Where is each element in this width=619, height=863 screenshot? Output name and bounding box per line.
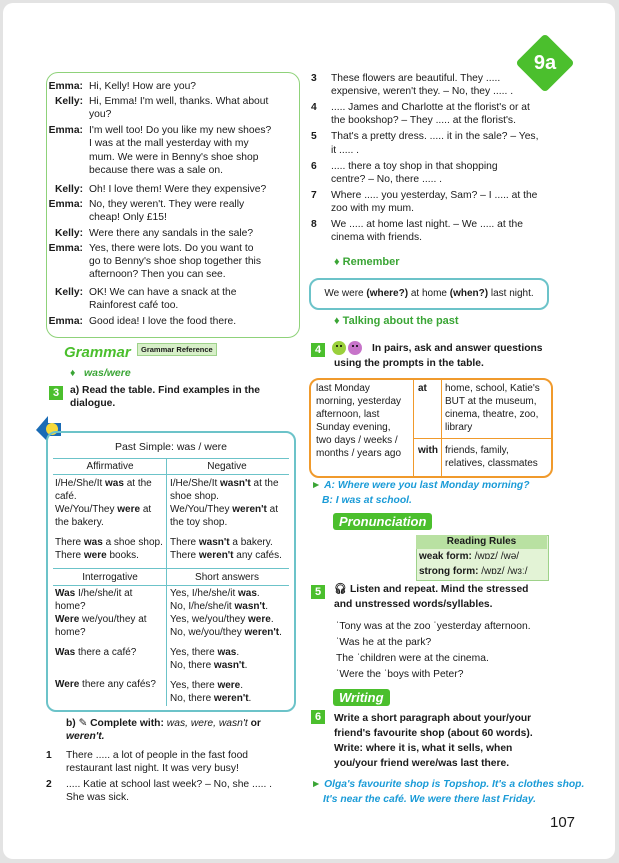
table-line — [170, 626, 290, 639]
table-text: . — [270, 614, 274, 625]
writing-heading: Writing — [333, 689, 390, 706]
table-text: Were — [55, 679, 80, 690]
question-text: restaurant last night. It was very busy! — [66, 763, 239, 775]
dialogue-text-line: afternoon? Then you can see. — [89, 269, 226, 281]
prompt-text: library — [445, 422, 473, 433]
prompt-text: ˈTony was at the zoo ˈyesterday afternoon. — [336, 621, 531, 632]
dialogue-text — [89, 286, 293, 313]
question-text: expensive, weren't they. – No, they ..... . — [331, 86, 514, 98]
exercise-number-6: 6 — [311, 710, 325, 724]
table-text: a bakery. — [229, 537, 273, 548]
question-number: 2 — [46, 779, 52, 791]
table-line — [170, 477, 290, 490]
ex3-instruction: a) Read the table. Find examples in the dialogue. — [70, 385, 260, 410]
table-text: . — [240, 680, 244, 691]
table-line — [170, 679, 290, 692]
question-number: 6 — [311, 160, 317, 172]
table-text: There — [170, 537, 199, 548]
pronunciation-heading: Pronunciation — [333, 513, 432, 530]
table-line — [170, 646, 290, 659]
negative-header: Negative — [207, 461, 247, 472]
table-line — [170, 536, 290, 549]
ex4-instruction-1: In pairs, ask and answer questions — [372, 343, 543, 354]
prompt-text: cinema, theatre, zoo, — [445, 409, 539, 420]
table-text: were — [117, 504, 141, 515]
question-text: That's a pretty dress. ..... it in the sale? – Yes, — [331, 131, 539, 143]
with-label: with — [418, 445, 438, 456]
speaker-name: Emma: — [48, 81, 83, 92]
interrogative-header: Interrogative — [82, 572, 138, 583]
ex6-instruction — [334, 711, 554, 771]
table-text: home? — [55, 601, 86, 612]
speaker-name: Kelly: — [54, 183, 83, 195]
prompt-text: friends, family, — [445, 445, 509, 456]
prompt-text: afternoon, last — [316, 409, 380, 420]
prompt-text: Write: where it is, what it sells, when — [334, 743, 513, 754]
dialogue-text-line: mum. We were in Benny's shoe shop — [89, 151, 259, 163]
question-text: zoo with my mum. — [331, 203, 414, 215]
table-text: wasn't — [220, 478, 251, 489]
question-number: 3 — [311, 73, 317, 84]
prompt-text: months / years ago — [316, 448, 402, 459]
table-text: We/You/They — [55, 504, 118, 515]
table-text: I/He/She/It — [170, 478, 221, 489]
speaker-name: Emma: — [48, 125, 83, 137]
table-text: was — [217, 647, 237, 658]
headphones-icon: 🎧︎ — [334, 584, 350, 595]
place-prompts — [445, 382, 550, 434]
dialogue-text-line: Yes, there were lots. Do you want to — [89, 242, 254, 254]
table-line — [55, 477, 165, 490]
example-a: ► A: Where were you last Monday morning? — [311, 480, 530, 491]
ex5-sentences — [336, 619, 556, 683]
reading-rules-title: Reading Rules — [416, 535, 547, 549]
pair-faces-icon — [330, 340, 366, 356]
ex3b-instruction: b) ✎ Complete with: was, were, wasn't or weren't. — [66, 718, 261, 743]
table-text: home? — [55, 627, 86, 638]
dialogue-text-line: Hi, Emma! I'm well, thanks. What about — [89, 95, 269, 107]
question-item — [311, 160, 551, 187]
prompt-text: two days / weeks / — [316, 435, 398, 446]
question-item — [311, 72, 551, 99]
dialogue-text-line: Hi, Kelly! How are you? — [89, 81, 197, 92]
at-label: at — [418, 383, 427, 394]
table-line — [55, 549, 165, 562]
table-text: at the — [250, 478, 279, 489]
exercise-number-4: 4 — [311, 343, 325, 357]
weak-form: weak form: /wɒz/ /wə/ — [419, 551, 520, 562]
dialogue-text-line: you? — [89, 108, 112, 120]
table-text: weren't — [213, 693, 249, 704]
table-text: Was — [55, 588, 76, 599]
affirmative-header: Affirmative — [86, 461, 134, 472]
people-prompts — [445, 444, 550, 470]
question-item — [46, 778, 302, 805]
question-text: the bookshop? – They ..... at the florist's. — [331, 115, 516, 127]
table-text: . — [244, 660, 248, 671]
question-text: it ..... . — [331, 144, 360, 156]
dialogue-text — [89, 124, 293, 177]
table-text: No, there — [170, 660, 214, 671]
question-number: 4 — [311, 102, 317, 114]
ex5-instruction-1: 🎧︎ Listen and repeat. Mind the stressed — [334, 584, 529, 595]
right-questions — [311, 72, 551, 247]
interrogative-cell — [55, 587, 165, 691]
table-text: We/You/They — [170, 504, 233, 515]
table-text: No, we/you/they — [170, 627, 245, 638]
question-text: She was sick. — [66, 792, 129, 804]
prompt-text: ˈWere the ˈboys with Peter? — [336, 669, 464, 680]
table-text: There — [170, 550, 199, 561]
table-line — [55, 503, 165, 516]
prompt-text: morning, yesterday — [316, 396, 402, 407]
dialogue-text — [89, 80, 293, 93]
prompt-text: BUT at the museum, — [445, 396, 537, 407]
question-text: There ..... a lot of people in the fast food — [66, 750, 249, 761]
question-text: ..... Katie at school last week? – No, she ..... . — [66, 779, 273, 791]
table-line — [55, 613, 165, 626]
speaker-name: Kelly: — [54, 228, 83, 239]
question-item — [311, 218, 551, 245]
table-text: wasn't — [213, 660, 245, 671]
table-line — [55, 536, 165, 549]
question-item — [311, 101, 551, 128]
table-line — [170, 549, 290, 562]
table-text: at — [140, 504, 152, 515]
page-number: 107 — [550, 814, 576, 831]
table-text: There — [55, 550, 84, 561]
negative-cell — [170, 477, 290, 562]
question-item — [46, 749, 302, 776]
table-text: any cafés. — [233, 550, 282, 561]
dialogue-text-line: cheap! Only £15! — [89, 211, 167, 223]
table-text: . — [256, 588, 260, 599]
exercise-number-3: 3 — [49, 386, 63, 400]
remember-heading: ♦ Remember — [334, 256, 400, 268]
table-line — [55, 646, 165, 659]
table-text: there a café? — [75, 647, 137, 658]
prompt-text: you/your friend were/was last there. — [334, 758, 510, 769]
table-text: There — [55, 537, 84, 548]
grammar-reference-tag: Grammar Reference — [137, 343, 217, 356]
table-text: were — [83, 550, 107, 561]
question-text: centre? – No, there ..... . — [331, 173, 443, 185]
table-text: wasn't — [198, 537, 230, 548]
table-text: café. — [55, 491, 77, 502]
short-answers-cell — [170, 587, 290, 705]
dialogue-text-line: because there was a sale on. — [89, 164, 223, 176]
prompt-text: last Monday — [316, 383, 370, 394]
prompt-text: friend's favourite shop (about 60 words). — [334, 728, 533, 739]
question-text: Where ..... you yesterday, Sam? – I ..... at the — [331, 189, 538, 201]
table-text: . — [236, 647, 240, 658]
table-title: Past Simple: was / were — [114, 441, 228, 453]
dialogue-text — [89, 227, 293, 240]
question-number: 1 — [46, 750, 52, 761]
speaker-name: Kelly: — [54, 286, 83, 298]
time-prompts — [316, 382, 416, 460]
past-simple-table — [46, 431, 296, 712]
dialogue-text-line: go to Benny's shoe shop together this — [89, 255, 261, 267]
question-number: 8 — [311, 218, 317, 230]
affirmative-cell — [55, 477, 165, 562]
table-text: there any cafés? — [79, 679, 156, 690]
unit-tag: 9a — [533, 52, 557, 74]
question-text: These flowers are beautiful. They ..... — [331, 73, 501, 84]
prompt-text: ˈWas he at the park? — [336, 637, 432, 648]
model-paragraph: ► Olga's favourite shop is Topshop. It's a clothes shop. It's near the café. We were there last Friday. — [311, 779, 585, 805]
table-text: Yes, there — [170, 647, 218, 658]
question-number: 5 — [311, 131, 317, 143]
speaker-name: Kelly: — [54, 95, 83, 107]
table-text: weren't — [232, 504, 267, 515]
table-text: at the — [123, 478, 152, 489]
table-line — [170, 516, 290, 529]
table-line — [170, 613, 290, 626]
dialogue-text-line: Good idea! I love the food there. — [89, 316, 237, 328]
pencil-icon: ✎ — [78, 718, 88, 729]
table-line — [55, 600, 165, 613]
diamond-icon: ♦ — [70, 367, 76, 379]
question-item — [311, 189, 551, 216]
speaker-name: Emma: — [48, 316, 83, 328]
question-item — [311, 130, 551, 157]
table-text: Yes, I/he/she/it — [170, 588, 239, 599]
table-text: was — [105, 478, 124, 489]
short-answers-header: Short answers — [195, 572, 259, 583]
table-text: a shoe shop. — [102, 537, 163, 548]
table-line — [55, 678, 165, 691]
table-text: shoe shop. — [170, 491, 219, 502]
table-text: Yes, we/you/they — [170, 614, 249, 625]
speaker-name: Emma: — [48, 198, 83, 210]
table-line — [170, 659, 290, 672]
dialogue-text-line: Rainforest café too. — [89, 300, 179, 312]
table-line — [170, 600, 290, 613]
speaker-name: Emma: — [48, 242, 83, 254]
table-text: I/he/she/it at — [75, 588, 133, 599]
dialogue-text — [89, 95, 293, 122]
table-line — [55, 516, 165, 529]
table-text: Were — [55, 614, 80, 625]
question-number: 7 — [311, 189, 317, 201]
table-text: were — [248, 614, 271, 625]
table-text: Was — [55, 647, 76, 658]
table-line — [55, 626, 165, 639]
table-line — [170, 490, 290, 503]
table-text: Yes, there — [170, 680, 218, 691]
table-line — [170, 503, 290, 516]
table-text: . — [279, 627, 282, 638]
prompt-text: relatives, classmates — [445, 458, 538, 469]
dialogue-text — [89, 242, 293, 282]
ex4-instruction-2: using the prompts in the table. — [334, 358, 484, 369]
dialogue-text-line: Oh! I love them! Were they expensive? — [89, 183, 267, 195]
dialogue-box — [46, 72, 300, 338]
prompts-table — [309, 378, 553, 478]
table-text: at — [266, 504, 278, 515]
talking-heading: ♦ Talking about the past — [334, 315, 459, 327]
table-text: the bakery. — [55, 517, 104, 528]
prompt-text: Sunday evening, — [316, 422, 391, 433]
table-text: weren't — [198, 550, 234, 561]
question-text: We ..... at home last night. – We ..... at the — [331, 218, 523, 230]
strong-form: strong form: /wɒz/ /wɜː/ — [419, 566, 528, 577]
exercise-number-5: 5 — [311, 585, 325, 599]
table-text: were — [217, 680, 241, 691]
dialogue-text — [89, 183, 293, 196]
table-text: the toy shop. — [170, 517, 228, 528]
dialogue-text-line: I'm well too! Do you like my new shoes? — [89, 125, 272, 137]
table-line — [55, 490, 165, 503]
table-line — [170, 692, 290, 705]
grammar-heading: Grammar — [64, 344, 131, 361]
table-text: was — [83, 537, 103, 548]
example-b: B: I was at school. — [322, 495, 412, 506]
table-text: . — [265, 601, 268, 612]
remember-box: We were (where?) at home (when?) last night. — [309, 278, 549, 310]
dialogue-text-line: Were there any sandals in the sale? — [89, 228, 254, 239]
prompt-text: The ˈchildren were at the cinema. — [336, 653, 489, 664]
table-line — [55, 587, 165, 600]
dialogue-text-line: OK! We can have a snack at the — [89, 286, 237, 298]
left-questions — [46, 749, 302, 807]
question-text: ..... James and Charlotte at the florist's or at — [331, 102, 530, 114]
prompt-text: Write a short paragraph about your/your — [334, 713, 532, 724]
question-text: ..... there a toy shop in that shopping — [331, 160, 498, 172]
dialogue-text — [89, 315, 293, 328]
table-line — [170, 587, 290, 600]
dialogue-text-line: I was at the mall yesterday with my — [89, 138, 249, 150]
grammar-topic: was/were — [84, 367, 131, 379]
question-text: cinema with friends. — [331, 232, 422, 244]
table-text: No, there — [170, 693, 214, 704]
table-text: . — [248, 693, 252, 704]
table-text: we/you/they at — [79, 614, 147, 625]
table-text: was — [238, 588, 257, 599]
table-text: wasn't — [234, 601, 266, 612]
table-text: No, I/he/she/it — [170, 601, 235, 612]
table-text: weren't — [244, 627, 280, 638]
dialogue-text-line: No, they weren't. They were really — [89, 198, 245, 210]
prompt-text: home, school, Katie's — [445, 383, 540, 394]
ex5-instruction-2: and unstressed words/syllables. — [334, 599, 493, 610]
table-text: books. — [106, 550, 139, 561]
dialogue-text — [89, 198, 293, 225]
table-text: I/He/She/It — [55, 478, 106, 489]
